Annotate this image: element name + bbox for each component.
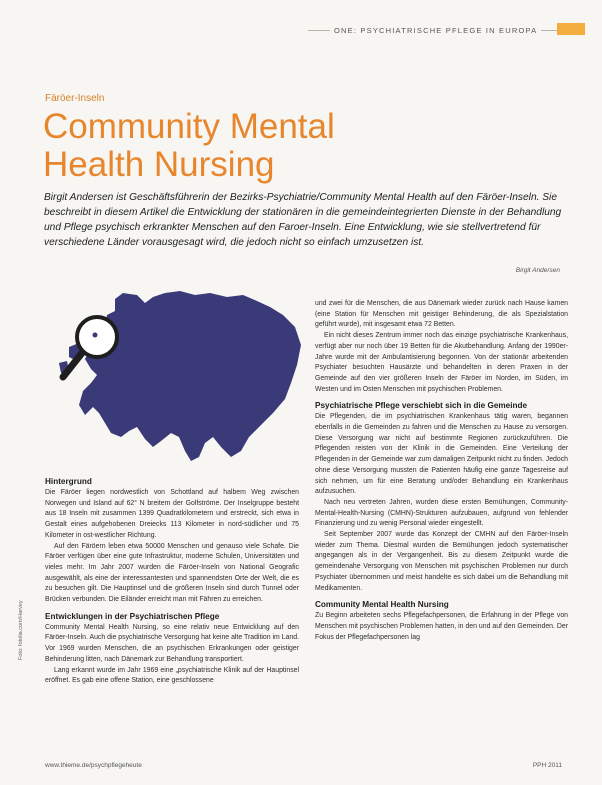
article-title (43, 108, 335, 184)
paragraph: Die Pflegenden, die im psychiatrischen Krankenhaus tätig waren, begannen ebenfalls in die Gemeinden zu fahren und die Menschen zu Hause zu versorgen. Diese Versorgung war nicht auf bestimmte Regionen zurückzuführen. Die Pflegenden reisten von der Klinik in die Gemeinden. Eine Verteilung der Pflegenden in der Gemeinde war zum damaligen Zeitpunkt nicht zu finden. Jedoch ohne diese Versorgung mussten die Patienten häufig eine ganze Tagesreise auf sich nehmen, um für eine Beratung und/oder Behandlung ein Krankenhaus aufzusuchen. (315, 413, 568, 496)
paragraph: Lang erkannt wurde im Jahr 1969 eine „psychiatrische Klinik auf der Hauptinsel eröffnet. Es gab eine offene Station, eine geschlossene (45, 666, 299, 685)
article-author: Birgit Andersen (515, 267, 560, 274)
heading-gemeinde: Psychiatrische Pflege verschiebt sich in die Gemeinde (315, 401, 528, 411)
article-lead: Birgit Andersen ist Geschäftsführerin der Bezirks-Psychiatrie/Community Mental Health auf den Färöer-Inseln. Sie beschreibt in diesem Artikel die Entwicklung der stationären in die gemeindeintegrierten Dienste in der Behandlung und Pflege psychisch erkrankter Menschen auf den Faroer-Inseln. Eine Entwicklung, wie sie stellvertretend für verschiedene Länder vorausgesagt wird, die jedoch nicht so einfach umzusetzen ist. (44, 192, 562, 248)
footer-page-info: PPH 2011 (532, 762, 562, 769)
paragraph: Zu Beginn arbeiteten sechs Pflegefachpersonen, die Erfahrung in der Pflege von Menschen mit psychischen Problemen hatten, in den und auf den Gemeinden. Der Fokus der Pflegefachpersonen lag (315, 612, 568, 641)
article-kicker: Färöer-Inseln (45, 93, 105, 104)
paragraph: Die Färöer liegen nordwestlich von Schottland auf halbem Weg zwischen Norwegen und Island auf 62° N breitem der Golfströme. Der Inselgruppe besteht aus 18 Inseln mit zusammen 1399 Quadratkilometern und erstreckt, sich etwa in Gestalt eines aufgehobenen Dreiecks 113 Kilometer in nord-südlicher und 75 Kilometer in ost-westlicher Richtung. (45, 489, 299, 539)
paragraph: Nach neu vertreten Jahren, wurden diese ersten Bemühungen, Community-Mental-Health-Nursing (CMHN)-Strukturen aufzubauen, aufgrund von fehlender Finanzierung und zu wenig Personal wieder eingestellt. (315, 498, 568, 528)
faroe-islands-marker (93, 333, 98, 338)
photo-credit: Foto: fotolia.com/Harvey (18, 600, 24, 660)
section-title: ONE: PSYCHIATRISCHE PFLEGE IN EUROPA (330, 26, 541, 35)
paragraph: und zwei für die Menschen, die aus Dänemark wieder zurück nach Hause kamen (eine Station für Menschen mit geistiger Behinderung, die als Spezialstation geführt wurde), mit insgesamt etwa 72 Betten. (315, 300, 568, 329)
heading-entwicklungen: Entwicklungen in der Psychiatrischen Pflege (45, 611, 220, 621)
paragraph: Ein nicht dieses Zentrum immer noch das einzige psychiatrische Krankenhaus, verfügt aber nur noch über 19 Betten für die Akutbehandlung. Anfang der 1990er-Jahre wurde mit der Ambulantisierung begonnen. Von der stationär arbeitenden Psychiater besuchten Hausärzte und behandelten in deren Praxen in der Gemeinde auf den vier größeren Inseln der Färöer im Norden, im Süden, im Westen und im Osten Menschen mit psychischen Problemen. (315, 332, 568, 393)
paragraph: Seit September 2007 wurde das Konzept der CMHN auf den Färöer-Inseln wieder zum Thema. Diesmal wurden die Bemühungen jedoch systematischer angegangen als in der Vergangenheit. Bis zu diesem Zeitpunkt wurde die gemeindenahe Versorgung von Menschen mit psychischen Problemen nur durch Psychiater übernommen und meist handelte es sich dabei um die Behandlung mit Medikamenten. (315, 531, 568, 592)
footer-url: www.thieme.de/psychpflegeheute (45, 762, 142, 769)
title-line-2: Health Nursing (43, 145, 275, 184)
heading-cmhn: Community Mental Health Nursing (315, 600, 449, 610)
heading-hintergrund: Hintergrund (45, 477, 92, 486)
paragraph: Auf den Färöern leben etwa 50000 Menschen und genauso viele Schafe. Die Färöer verfügen über eine gute Infrastruktur, moderne Schulen, Universitäten und vieles mehr. Im Jahr 2007 wurden die Färöer-Inseln von National Geografic ausgewählt, als eine der interessantesten und spannendsten Orte der Welt, die es zu besuchen gilt. Die Hauptinsel und die größeren Inseln sind durch Tunnel oder Brücken verbunden. Die Eiländer erreicht man mit Fähren zu erreichen. (45, 542, 299, 604)
header-tab-marker (557, 23, 585, 35)
title-line-1: Community Mental (43, 107, 335, 146)
paragraph: Community Mental Health Nursing, so eine relativ neue Entwicklung auf den Färöer-Inseln. Auch die psychiatrische Versorgung hat keine alte Tradition im Land. Vor 1969 wurden Menschen, die an psychischen Erkrankungen oder geistiger Behinderung litten, nach Dänemark zur Behandlung transportiert. (45, 623, 299, 663)
europe-map (45, 287, 303, 465)
right-column (315, 299, 568, 643)
left-column (45, 476, 299, 687)
